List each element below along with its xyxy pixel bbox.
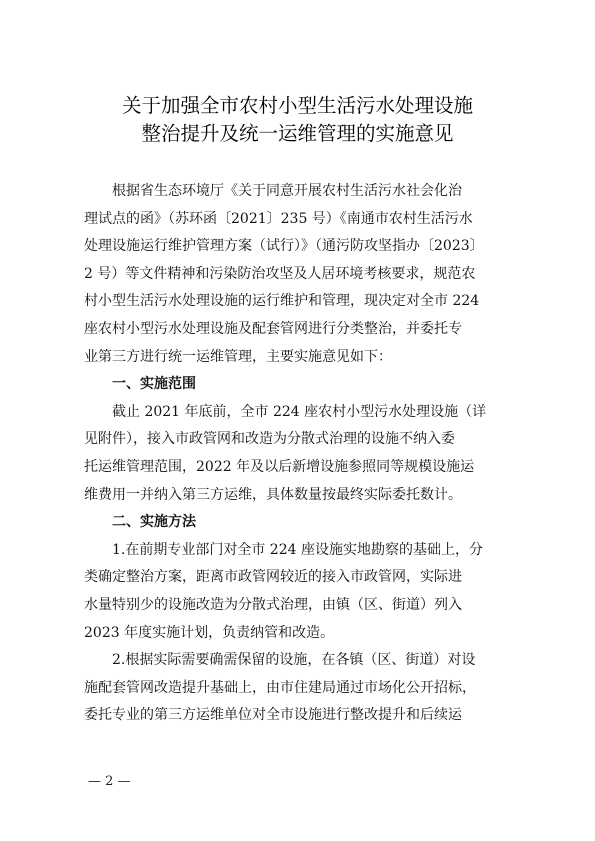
text-line: 2.根据实际需要确需保留的设施，在各镇（区、街道）对设 — [112, 652, 476, 669]
document-body — [84, 178, 516, 730]
text-line: 1.在前期专业部门对全市 224 座设施实地勘察的基础上，分 — [112, 541, 483, 558]
text-line: 类确定整治方案，距离市政管网较近的接入市政管网，实际进 — [84, 569, 462, 586]
section-heading-scope: 一、实施范围 — [112, 376, 196, 393]
text-line: 处理设施运行维护管理方案（试行）》（通污防攻坚指办〔2023〕 — [84, 238, 484, 255]
text-line: 委托专业的第三方运维单位对全市设施进行整改提升和后续运 — [84, 707, 462, 724]
document-title — [40, 92, 555, 148]
text-line: 截止 2021 年底前，全市 224 座农村小型污水处理设施（详 — [112, 403, 487, 420]
scope-paragraph — [84, 399, 516, 509]
text-line: 理试点的函》（苏环函〔2021〕235 号）《南通市农村生活污水 — [84, 210, 473, 227]
text-line: 2023 年度实施计划，负责纳管和改造。 — [84, 624, 335, 641]
text-line: 维费用一并纳入第三方运维，具体数量按最终实际委托数计。 — [84, 486, 462, 503]
text-line: 根据省生态环境厅《关于同意开展农村生活污水社会化治 — [112, 183, 462, 199]
text-line: 见附件），接入市政管网和改造为分散式治理的设施不纳入委 — [84, 431, 455, 448]
method-item-1 — [84, 537, 516, 647]
intro-paragraph — [84, 178, 516, 371]
text-line: 座农村小型污水处理设施及配套管网进行分类整治，并委托专 — [84, 320, 462, 337]
title-line-1: 关于加强全市农村小型生活污水处理设施 — [121, 94, 473, 117]
text-line: 托运维管理范围，2022 年及以后新增设施参照同等规模设施运 — [84, 458, 475, 475]
method-item-2 — [84, 647, 516, 730]
page-number: — 2 — — [88, 774, 131, 789]
text-line: 水量特别少的设施改造为分散式治理，由镇（区、街道）列入 — [84, 596, 462, 613]
text-line: 2 号）等文件精神和污染防治攻坚及人居环境考核要求，规范农 — [84, 265, 476, 282]
text-line: 业第三方进行统一运维管理，主要实施意见如下： — [84, 348, 392, 365]
section-heading-method: 二、实施方法 — [112, 514, 196, 531]
text-line: 村小型生活污水处理设施的运行维护和管理，现决定对全市 224 — [84, 293, 480, 310]
title-line-2: 整治提升及统一运维管理的实施意见 — [141, 122, 454, 145]
text-line: 施配套管网改造提升基础上，由市住建局通过市场化公开招标， — [84, 679, 476, 696]
